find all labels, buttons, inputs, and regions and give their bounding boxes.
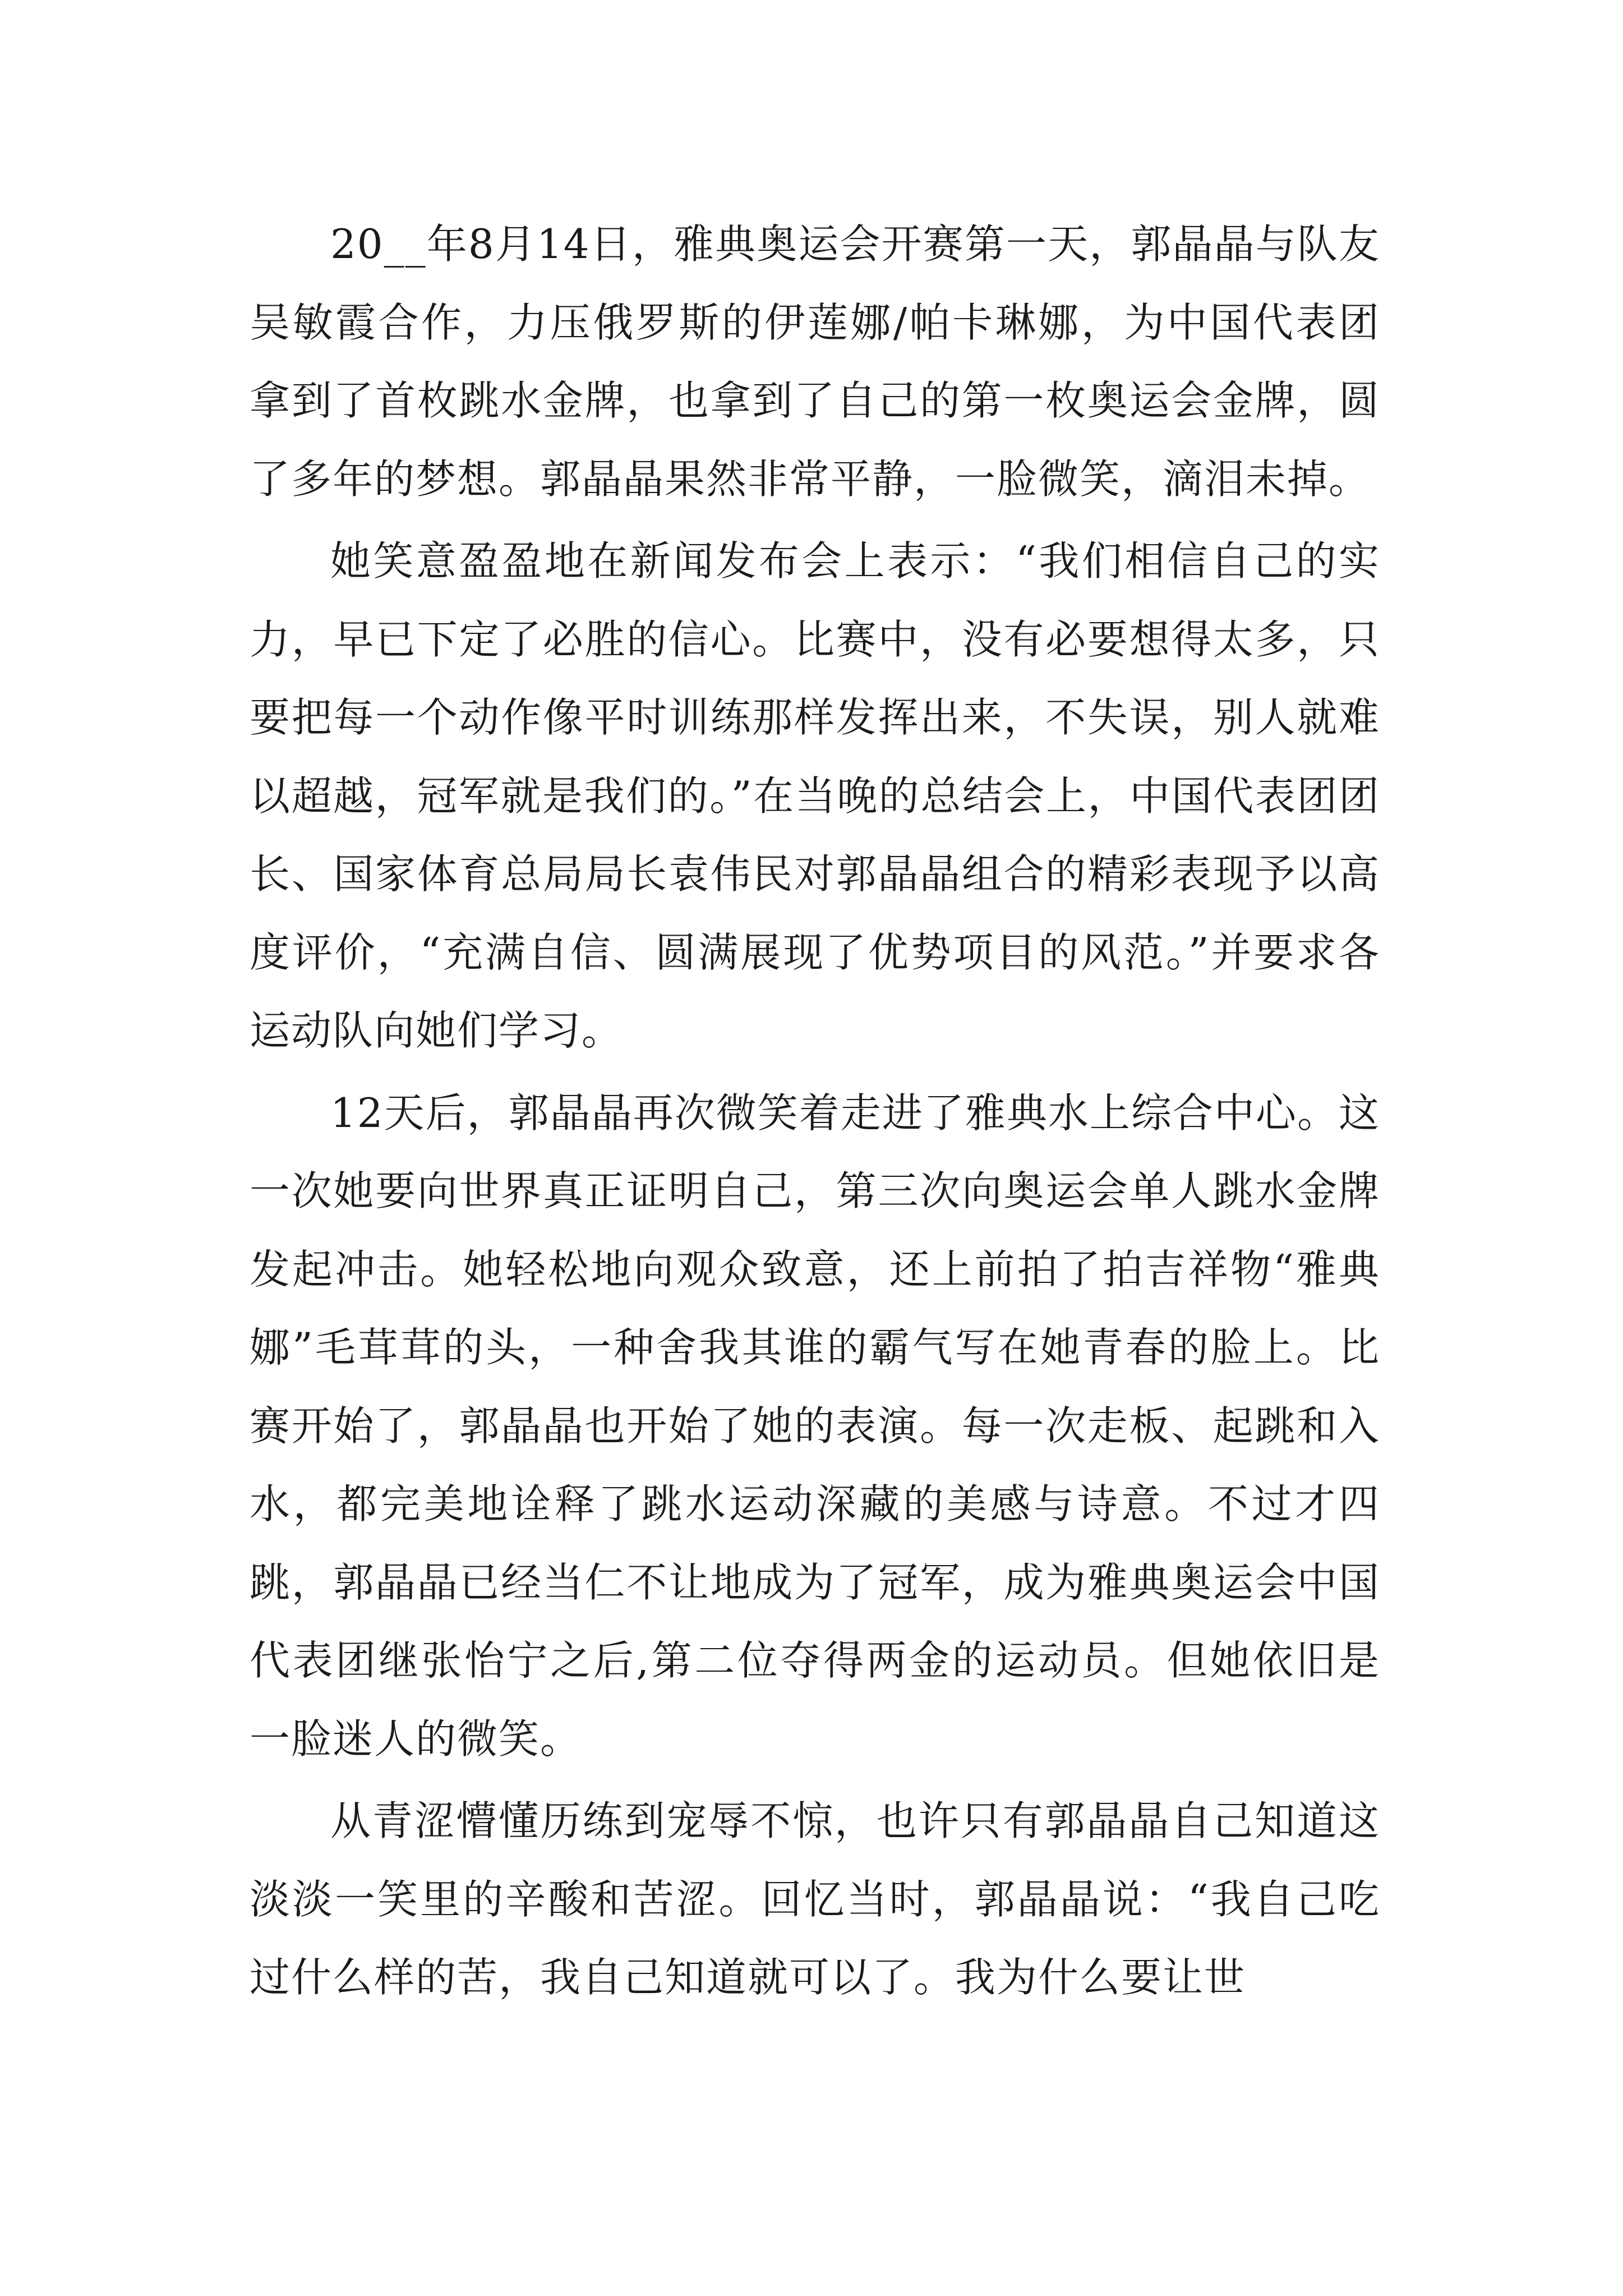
paragraph-3: 12天后，郭晶晶再次微笑着走进了雅典水上综合中心。这一次她要向世界真正证明自己，第三次向奥运会单人跳水金牌发起冲击。她轻松地向观众致意，还上前拍了拍吉祥物“雅典娜”毛茸茸的头，一种舍我其谁的霸气写在她青春的脸上。比赛开始了，郭晶晶也开始了她的表演。每一次走板、起跳和入水，都完美地诠释了跳水运动深藏的美感与诗意。不过才四跳，郭晶晶已经当仁不让地成为了冠军，成为雅典奥运会中国代表团继张怡宁之后,第二位夺得两金的运动员。但她依旧是一脸迷人的微笑。 <box>250 1089 1380 1763</box>
document-body <box>250 205 1380 2021</box>
paragraph-2: 她笑意盈盈地在新闻发布会上表示：“我们相信自己的实力，早已下定了必胜的信心。比赛中，没有必要想得太多，只要把每一个动作像平时训练那样发挥出来，不失误，别人就难以超越，冠军就是我们的。”在当晚的总结会上，中国代表团团长、国家体育总局局长袁伟民对郭晶晶组合的精彩表现予以高度评价，“充满自信、圆满展现了优势项目的风范。”并要求各运动队向她们学习。 <box>250 537 1380 1054</box>
paragraph-1: 20__年8月14日，雅典奥运会开赛第一天，郭晶晶与队友吴敏霞合作，力压俄罗斯的伊莲娜/帕卡琳娜，为中国代表团拿到了首枚跳水金牌，也拿到了自己的第一枚奥运会金牌，圆了多年的梦想。郭晶晶果然非常平静，一脸微笑，滴泪未掉。 <box>250 220 1380 503</box>
paragraph-4: 从青涩懵懂历练到宠辱不惊，也许只有郭晶晶自己知道这淡淡一笑里的辛酸和苦涩。回忆当时，郭晶晶说：“我自己吃过什么样的苦，我自己知道就可以了。我为什么要让世 <box>250 1797 1380 2001</box>
